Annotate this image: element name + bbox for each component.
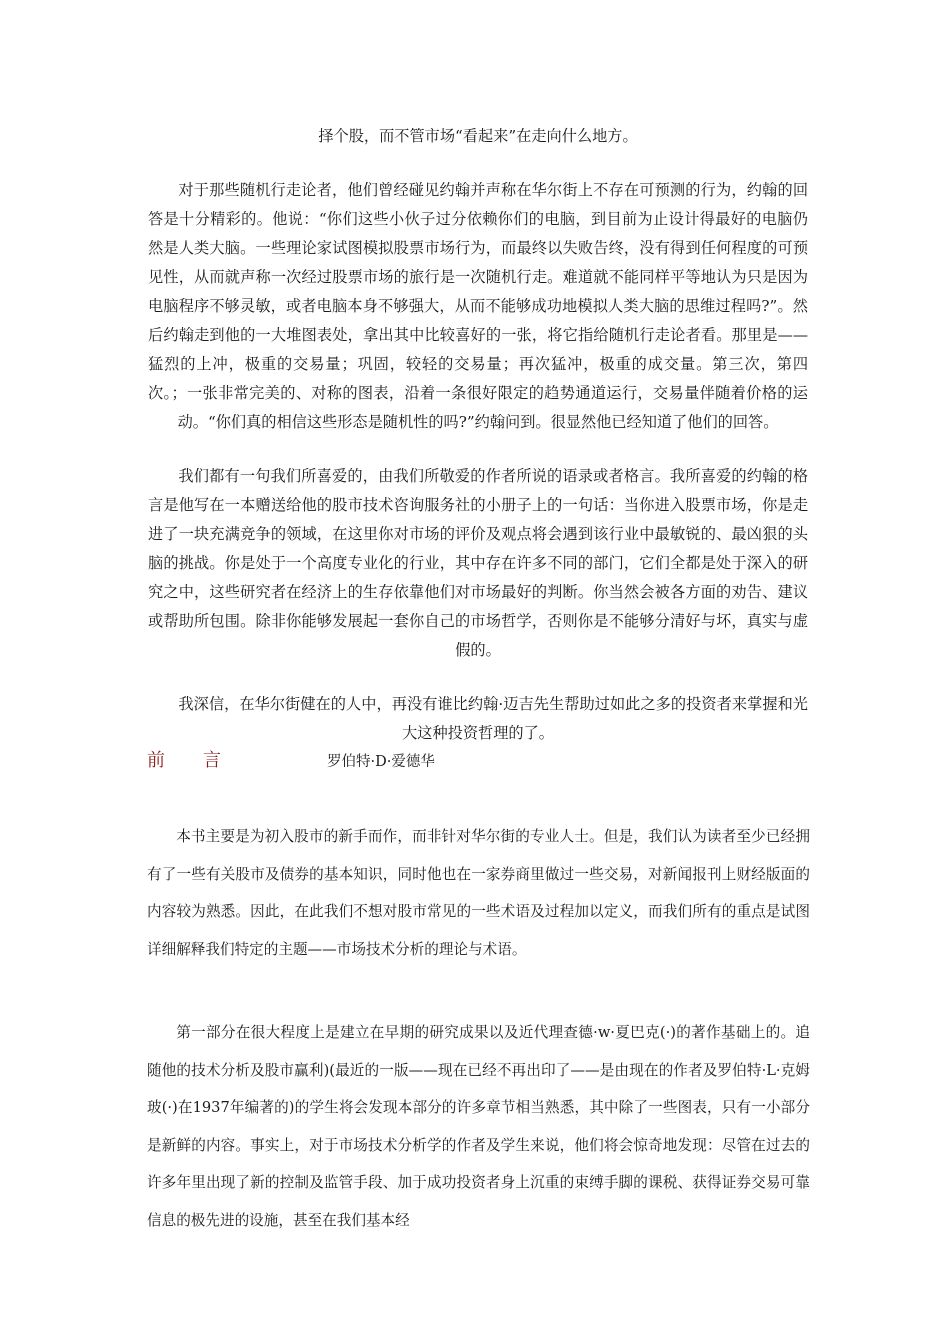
paragraph-conviction: 我深信，在华尔街健在的人中，再没有谁比约翰·迈吉先生帮助过如此之多的投资者来掌握和光大这种投资哲理的了。 bbox=[178, 695, 808, 742]
paragraph-random-walk: 对于那些随机行走论者，他们曾经碰见约翰并声称在华尔街上不存在可预测的行为，约翰的回答是十分精彩的。他说：“你们这些小伙子过分依赖你们的电脑，到目前为止设计得最好的电脑仍然是人类大脑。一些理论家试图模拟股票市场行为，而最终以失败告终，没有得到任何程度的可预见性，从而就声称一次经过股票市场的旅行是一次随机行走。难道就不能同样平等地认为只是因为电脑程序不够灵敏，或者电脑本身不够强大，从而不能够成功地模拟人类大脑的思维过程吗?”。然后约翰走到他的一大堆图表处，拿出其中比较喜好的一张，将它指给随机行走论者看。那里是——猛烈的上冲，极重的交易量；巩固，较轻的交易量；再次猛冲，极重的成交量。第三次，第四次。；一张非常完美的、对称的图表，沿着一条很好限定的趋势通道运行，交易量伴随着价格的运动。“你们真的相信这些形态是随机性的吗?”约翰问到。很显然他已经知道了他们的回答。 bbox=[148, 181, 808, 431]
preface-heading bbox=[147, 747, 807, 775]
preface-body bbox=[147, 818, 810, 1239]
paragraph-opening-line: 择个股，而不管市场“看起来”在走向什么地方。 bbox=[318, 127, 638, 145]
paragraph-favorite-quote: 我们都有一句我们所喜爱的，由我们所敬爱的作者所说的语录或者格言。我所喜爱的约翰的格言是他写在一本赠送给他的股市技术咨询服务社的小册子上的一句话：当你进入股票市场，你是走进了一块充满竞争的领域，在这里你对市场的评价及观点将会遇到该行业中最敏锐的、最凶狠的头脑的挑战。你是处于一个高度专业化的行业，其中存在许多不同的部门，它们全都是处于深入的研究之中，这些研究者在经济上的生存依靠他们对市场最好的判断。你当然会被各方面的劝告、建议或帮助所包围。除非你能够发展起一套你自己的市场哲学，否则你是不能够分清好与坏，真实与虚假的。 bbox=[148, 467, 808, 659]
foreword-continuation bbox=[148, 122, 808, 773]
section-author: 罗伯特·D·爱德华 bbox=[327, 754, 435, 770]
section-title: 前言 bbox=[147, 750, 259, 771]
paragraph-part-one: 第一部分在很大程度上是建立在早期的研究成果以及近代理查德·w·夏巴克(·)的著作基础上的。追随他的技术分析及股市赢利)(最近的一版——现在已经不再出印了——是由现在的作者及罗伯特·L·克姆玻(·)在1937年编著的)的学生将会发现本部分的许多章节相当熟悉，其中除了一些图表，只有一小部分是新鲜的内容。事实上，对于市场技术分析学的作者及学生来说，他们将会惊奇地发现：尽管在过去的许多年里出现了新的控制及监管手段、加于成功投资者身上沉重的束缚手脚的课税、获得证券交易可靠信息的极先进的设施，甚至在我们基本经 bbox=[147, 1024, 810, 1229]
paragraph-audience: 本书主要是为初入股市的新手而作，而非针对华尔街的专业人士。但是，我们认为读者至少已经拥有了一些有关股市及债券的基本知识，同时他也在一家券商里做过一些交易，对新闻报刊上财经版面的内容较为熟悉。因此，在此我们不想对股市常见的一些术语及过程加以定义，而我们所有的重点是试图详细解释我们特定的主题——市场技术分析的理论与术语。 bbox=[147, 828, 810, 958]
